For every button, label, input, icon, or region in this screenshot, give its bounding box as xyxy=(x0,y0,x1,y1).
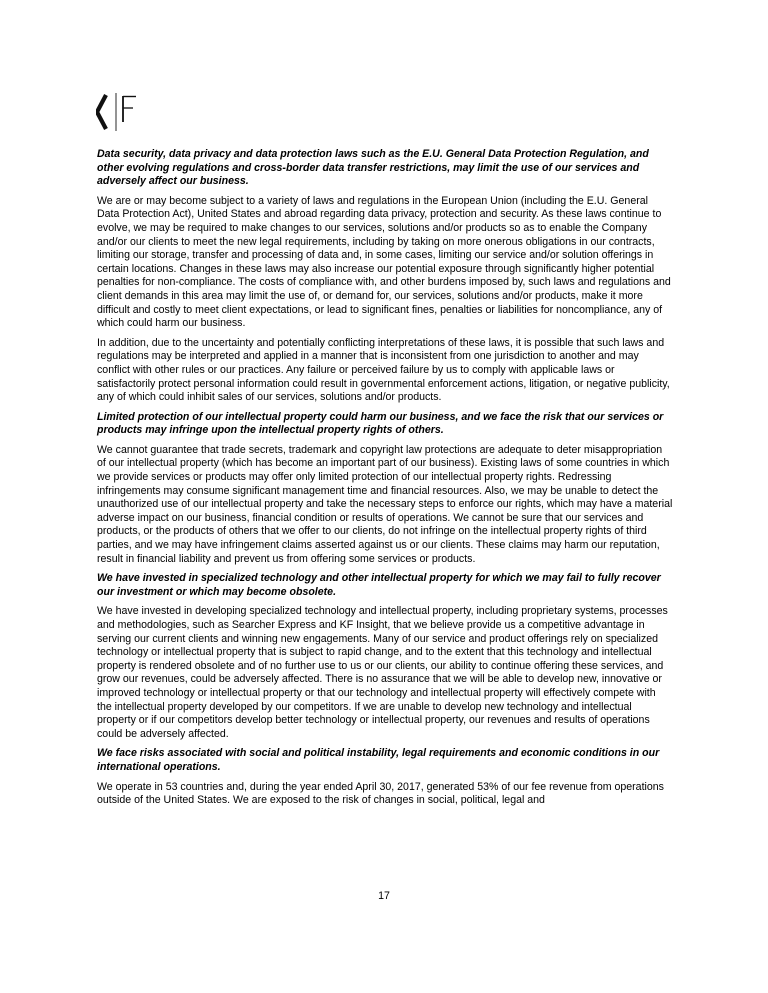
kf-logo xyxy=(96,92,144,132)
paragraph-data-security-1: We are or may become subject to a variety of laws and regulations in the European Union (including the E.U. General Data Protection Act), United States and abroad regarding data privacy, protection and security. As these laws continue to evolve, we may be required to make changes to our services, solutions and/or products so as to enable the Company and/or our clients to meet the new legal requirements, including by taking on more onerous obligations in our contracts, limiting our storage, transfer and processing of data and, in some cases, limiting our service and/or solution offerings in certain locations. Changes in these laws may also increase our potential exposure through significantly higher potential penalties for non-compliance. The costs of compliance with, and other burdens imposed by, such laws and regulations and client demands in this area may limit the use of, or demand for, our services, solutions and/or products, make it more difficult and costly to meet client expectations, or lead to significant fines, penalties or liabilities for noncompliance, any of which could harm our business. xyxy=(97,194,671,330)
paragraph-data-security-2: In addition, due to the uncertainty and potentially conflicting interpretations of these laws, it is possible that such laws and regulations may be interpreted and applied in a manner that is inconsistent from one jurisdiction to another and may conflict with other rules or our practices. Any failure or perceived failure by us to comply with applicable laws or satisfactorily protect personal information could result in governmental enforcement actions, litigation, or negative publicity, any of which could inhibit sales of our services, solutions and/or products. xyxy=(97,336,670,404)
paragraph-international-operations-1: We operate in 53 countries and, during the year ended April 30, 2017, generated 53% of our fee revenue from operations outside of the United States. We are exposed to the risk of changes in social, political, legal and xyxy=(97,780,664,807)
section-heading-specialized-technology: We have invested in specialized technology and other intellectual property for which we may fail to fully recover our investment or which may become obsolete. xyxy=(97,572,661,598)
paragraph-specialized-technology-1: We have invested in developing specialized technology and intellectual property, including proprietary systems, processes and methodologies, such as Searcher Express and KF Insight, that we believe provide us a competitive advantage in serving our current clients and winning new engagements. Many of our service and product offerings rely on specialized technology or intellectual property that is subject to rapid change, and to the extent that this technology and intellectual property is rendered obsolete and of no further use to us or our clients, our ability to continue offering these services, and grow our revenues, could be adversely affected. There is no assurance that we will be able to develop new, innovative or improved technology or intellectual property or that our technology and intellectual property will effectively compete with the intellectual property developed by our competitors. If we are unable to develop new technology and intellectual property or if our competitors develop better technology or intellectual property, our revenues and results of operations could be adversely affected. xyxy=(97,605,668,740)
section-heading-international-operations: We face risks associated with social and political instability, legal requirements and economic conditions in our international operations. xyxy=(97,747,660,773)
section-heading-data-security: Data security, data privacy and data protection laws such as the E.U. General Data Protection Regulation, and other evolving regulations and cross-border data transfer restrictions, may limit the use of our services and adversely affect our business. xyxy=(97,148,649,188)
section-heading-intellectual-property: Limited protection of our intellectual property could harm our business, and we face the risk that our services or products may infringe upon the intellectual property rights of others. xyxy=(97,410,664,437)
page-number: 17 xyxy=(378,890,390,902)
kf-logo-icon xyxy=(96,92,144,132)
paragraph-intellectual-property-1: We cannot guarantee that trade secrets, trademark and copyright law protections are adequate to deter misappropriation of our intellectual property (which has become an important part of our business). Existing laws of some countries in which we provide services or products may offer only limited protection of our intellectual property rights. Redressing infringements may consume significant management time and financial resources. Also, we may be unable to detect the unauthorized use of our intellectual property and take the necessary steps to enforce our rights, which may have a material adverse impact on our business, financial condition or results of operations. We cannot be sure that our services and products, or the products of others that we offer to our clients, do not infringe on the intellectual property rights of third parties, and we may have infringement claims asserted against us or our clients. These claims may harm our reputation, result in financial liability and prevent us from offering some services or products. xyxy=(97,443,673,565)
document-body xyxy=(97,148,673,814)
